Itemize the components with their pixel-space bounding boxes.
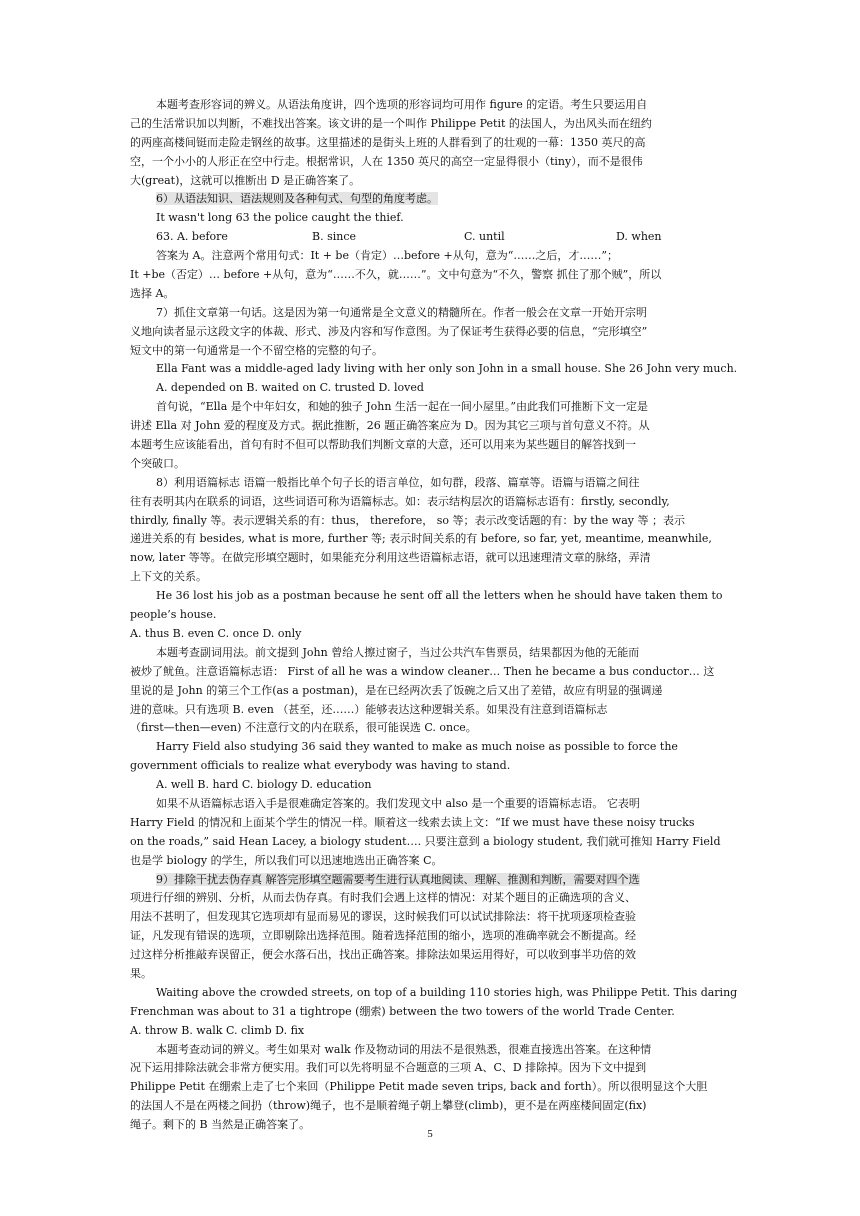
- document-body: [130, 96, 738, 1135]
- option-a: 63. A. before: [156, 230, 228, 244]
- question-63-options: [130, 228, 732, 247]
- text-line: 上下文的关系。: [130, 570, 207, 584]
- section-heading-7: 7）抓住文章第一句话。这是因为第一句通常是全文意义的精髓所在。作者一般会在文章一开始开宗明: [156, 305, 647, 319]
- text-line: 里说的是 John 的第三个工作(as a postman)，是在已经两次丢了饭碗之后又出了差错，故应有明显的强调递: [130, 683, 663, 697]
- example-sentence: He 36 lost his job as a postman because he sent off all the letters when he should have taken them to: [156, 589, 723, 603]
- text-line: 过这样分析推敲弃误留正，便会水落石出，找出正确答案。排除法如果运用得好，可以收到事半功倍的效: [130, 948, 636, 962]
- example-sentence: Ella Fant was a middle-aged lady living with her only son John in a small house. She 26 John very much.: [156, 362, 738, 376]
- example-sentence: Harry Field also studying 36 said they wanted to make as much noise as possible to force the: [156, 740, 678, 754]
- text-line: Harry Field 的情况和上面某个学生的情况一样。顺着这一线索去读上文：“If we must have these noisy trucks: [130, 815, 695, 829]
- text-line: 义地向读者显示这段文字的体裁、形式、涉及内容和写作意图。为了保证考生获得必要的信息，“完形填空”: [130, 324, 648, 338]
- text-line: It +be（否定）… before +从句，意为“……不久，就……”。文中句意为“不久，警察 抓住了那个贼”，所以: [130, 268, 662, 282]
- text-line: 递进关系的有 besides, what is more, further 等; 表示时间关系的有 before, so far, yet, meantime, meanwhile,: [130, 532, 712, 546]
- text-line: 选择 A。: [130, 286, 175, 300]
- question-options: A. thus B. even C. once D. only: [130, 626, 302, 640]
- text-line: 空，一个小小的人形正在空中行走。根据常识，人在 1350 英尺的高空一定显得很小（tiny），而不是很伟: [130, 154, 643, 168]
- text-line: 本题考查动词的辨义。考生如果对 walk 作及物动词的用法不是很熟悉，很难直接选出答案。在这种情: [156, 1042, 652, 1056]
- example-sentence: people’s house.: [130, 608, 217, 622]
- section-heading-8: 8）利用语篇标志 语篇一般指比单个句子长的语言单位，如句群，段落、篇章等。语篇与语篇之间往: [156, 475, 640, 489]
- text-line: thirdly, finally 等。表示逻辑关系的有：thus， therefore， so 等；表示改变话题的有：by the way 等 ；表示: [130, 513, 685, 527]
- example-sentence: government officials to realize what everybody was having to stand.: [130, 759, 511, 773]
- text-line: 个突破口。: [130, 456, 185, 470]
- text-line: 本题考查副词用法。前文提到 John 曾给人擦过窗子，当过公共汽车售票员，结果都因为他的无能而: [156, 645, 640, 659]
- text-line: 讲述 Ella 对 John 爱的程度及方式。据此推断，26 题正确答案应为 D。因为其它三项与首句意义不符。从: [130, 419, 650, 433]
- text-line: now, later 等等。在做完形填空题时，如果能充分利用这些语篇标志语，就可以迅速理清文章的脉络，弄清: [130, 551, 651, 565]
- text-line: 用法不甚明了，但发现其它选项却有显而易见的谬误，这时候我们可以试试排除法：将干扰项逐项检查验: [130, 910, 636, 924]
- text-line: 己的生活常识加以判断，不难找出答案。该文讲的是一个叫作 Philippe Petit 的法国人，为出风头而在纽约: [130, 116, 652, 130]
- text-line: 答案为 A。注意两个常用句式：It + be（肯定）…before +从句，意为“……之后，才……”；: [156, 249, 618, 263]
- text-line: 也是学 biology 的学生，所以我们可以迅速地选出正确答案 C。: [130, 853, 443, 867]
- text-line: 本题考生应该能看出，首句有时不但可以帮助我们判断文章的大意，还可以用来为某些题目的解答找到一: [130, 438, 636, 452]
- text-line: 进的意味。只有选项 B. even （甚至，还……）能够表达这种逻辑关系。如果没有注意到语篇标志: [130, 702, 608, 716]
- text-line: 首句说，“Ella 是个中年妇女，和她的独子 John 生活一起在一间小屋里。”由此我们可推断下文一定是: [156, 400, 649, 414]
- text-line: 绳子。剩下的 B 当然是正确答案了。: [130, 1118, 311, 1132]
- text-line: on the roads,” said Hean Lacey, a biology student…. 只要注意到 a biology student, 我们就可推知 Harry Field: [130, 834, 721, 848]
- example-sentence: Frenchman was about to 31 a tightrope (绷索) between the two towers of the world Trade Center.: [130, 1004, 675, 1018]
- text-line: 项进行仔细的辨别、分析，从而去伪存真。有时我们会遇上这样的情况：对某个题目的正确选项的含义、: [130, 891, 636, 905]
- example-sentence: It wasn't long 63 the police caught the thief.: [156, 211, 404, 225]
- text-line: 大(great)，这就可以推断出 D 是正确答案了。: [130, 173, 361, 187]
- section-heading-9: 9）排除干扰去伪存真 解答完形填空题需要考生进行认真地阅读、理解、推测和判断，需要对四个选: [156, 872, 640, 886]
- question-options: A. throw B. walk C. climb D. fix: [130, 1023, 305, 1037]
- text-line: 往有表明其内在联系的词语，这些词语可称为语篇标志。如：表示结构层次的语篇标志语有：firstly, secondly,: [130, 494, 670, 508]
- option-b: B. since: [312, 230, 356, 244]
- text-line: 的两座高楼间铤而走险走钢丝的故事。这里描述的是街头上班的人群看到了的壮观的一幕：1350 英尺的高: [130, 135, 646, 149]
- text-line: 被炒了鱿鱼。注意语篇标志语： First of all he was a window cleaner… Then he became a bus conductor… 这: [130, 664, 715, 678]
- text-line: （first—then—even) 不注意行文的内在联系，很可能误选 C. once。: [130, 721, 477, 735]
- page-number: 5: [427, 1128, 433, 1140]
- option-d: D. when: [616, 230, 662, 244]
- question-options: A. depended on B. waited on C. trusted D. loved: [156, 381, 424, 395]
- option-c: C. until: [464, 230, 505, 244]
- text-line: 果。: [130, 966, 152, 980]
- text-line: 况下运用排除法就会非常方便实用。我们可以先将明显不合题意的三项 A、C、D 排除掉。因为下文中提到: [130, 1061, 647, 1075]
- text-line: 短文中的第一句通常是一个不留空格的完整的句子。: [130, 343, 383, 357]
- question-options: A. well B. hard C. biology D. education: [156, 778, 372, 792]
- example-sentence: Waiting above the crowded streets, on top of a building 110 stories high, was Philippe Petit. This daring: [156, 985, 738, 999]
- text-line: 如果不从语篇标志语入手是很难确定答案的。我们发现文中 also 是一个重要的语篇标志语。 它表明: [156, 796, 640, 810]
- text-line: 的法国人不是在两楼之间扔（throw)绳子，也不是顺着绳子朝上攀登(climb)，更不是在两座楼间固定(fix): [130, 1099, 647, 1113]
- text-line: 证，凡发现有错误的选项，立即剔除出选择范围。随着选择范围的缩小，选项的准确率就会不断提高。经: [130, 929, 636, 943]
- section-heading-6: 6）从语法知识、语法规则及各种句式、句型的角度考虑。: [156, 192, 438, 206]
- text-line: Philippe Petit 在绷索上走了七个来回（Philippe Petit made seven trips, back and forth）。所以很明显这个大胆: [130, 1080, 708, 1094]
- text-line: 本题考查形容词的辨义。从语法角度讲，四个选项的形容词均可用作 figure 的定语。考生只要运用自: [156, 98, 648, 111]
